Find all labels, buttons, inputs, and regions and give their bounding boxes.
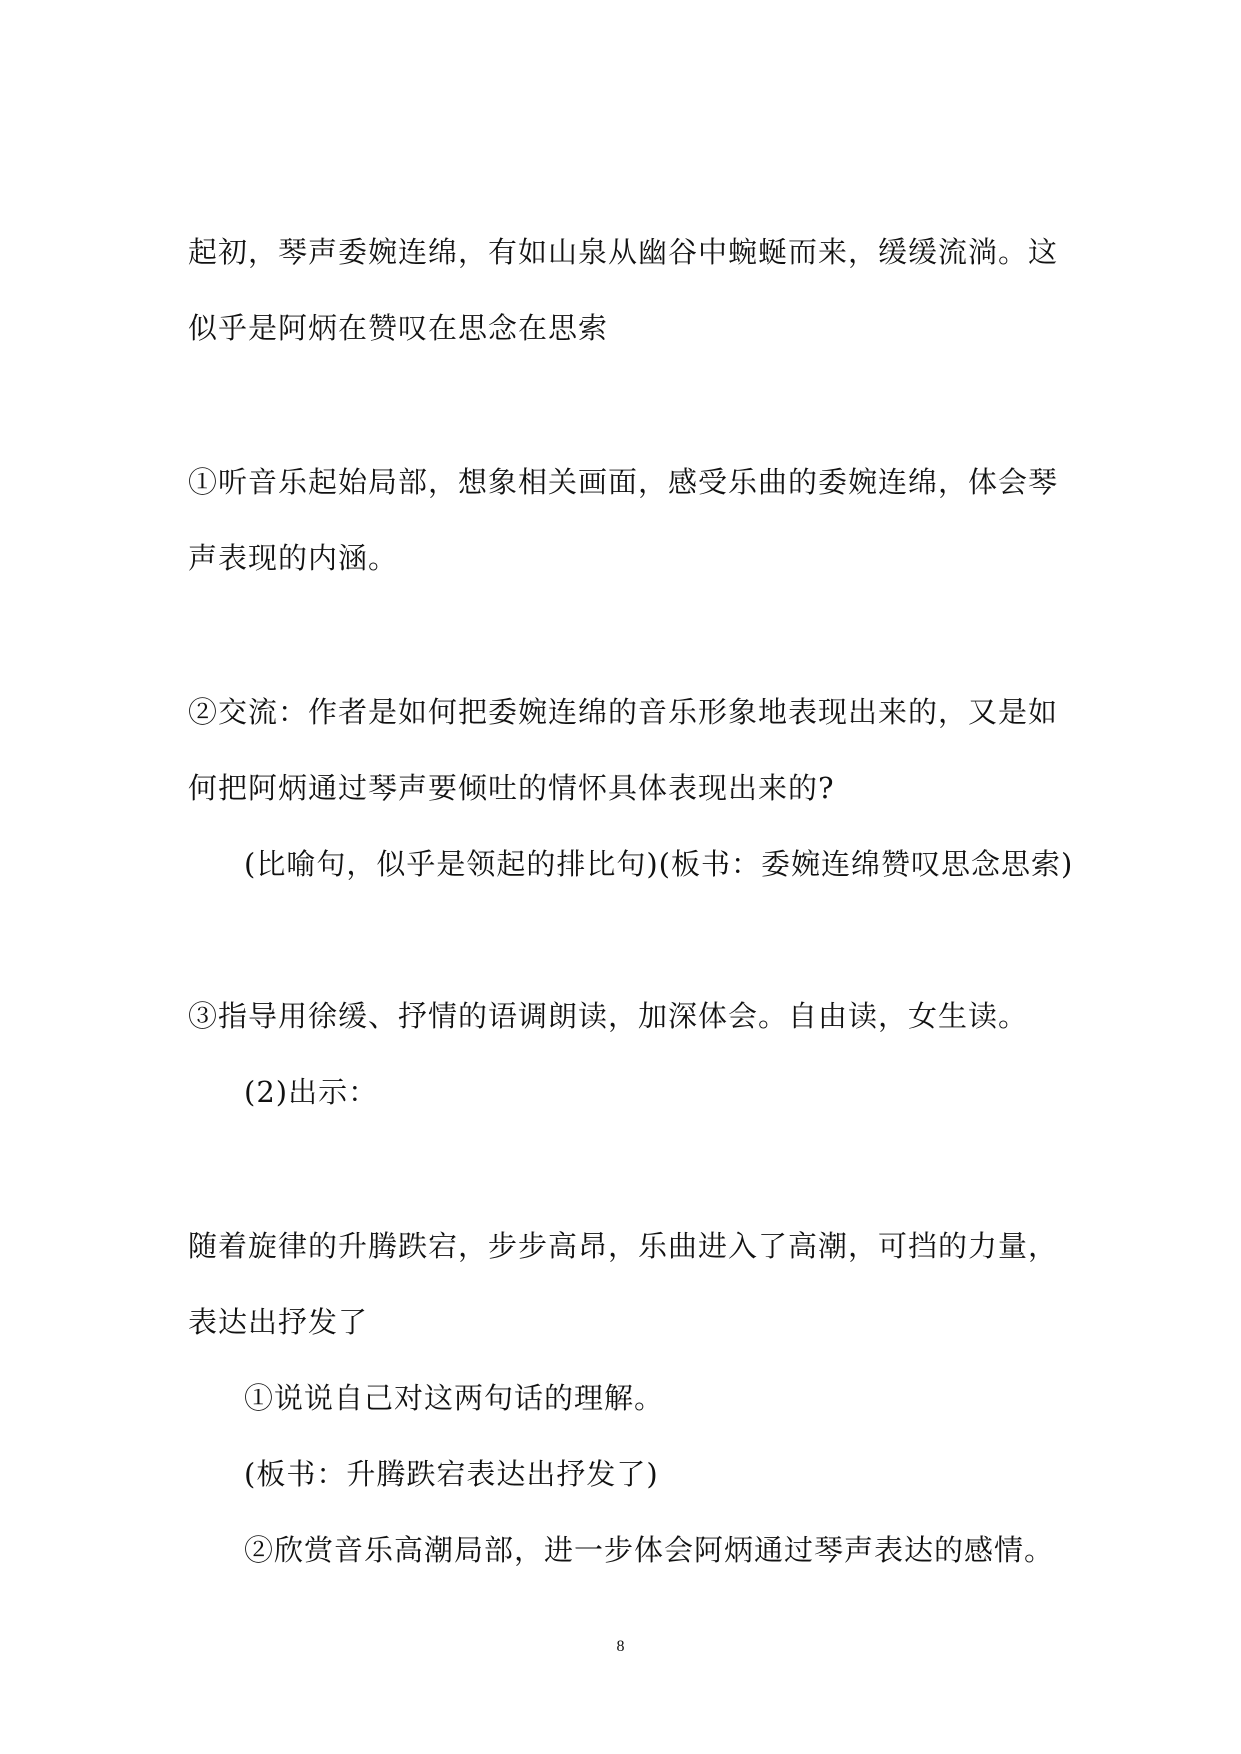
paragraph-line: 起初，琴声委婉连绵，有如山泉从幽谷中蜿蜒而来，缓缓流淌。这: [188, 235, 1059, 269]
paragraph-line: 表达出抒发了: [188, 1305, 369, 1339]
paragraph-line: 似乎是阿炳在赞叹在思念在思索: [188, 311, 609, 345]
page-number: 8: [616, 1638, 625, 1655]
paragraph-line: 声表现的内涵。: [188, 541, 399, 575]
paragraph-line: 随着旋律的升腾跌宕，步步高昂，乐曲进入了高潮，可挡的力量，: [188, 1229, 1059, 1263]
paragraph-line: (2)出示：: [244, 1075, 379, 1109]
paragraph-line: (板书：升腾跌宕表达出抒发了): [244, 1457, 659, 1491]
paragraph-line: ①听音乐起始局部，想象相关画面，感受乐曲的委婉连绵，体会琴: [188, 465, 1059, 499]
paragraph-line: 何把阿炳通过琴声要倾吐的情怀具体表现出来的?: [188, 771, 835, 805]
paragraph-line: ②欣赏音乐高潮局部，进一步体会阿炳通过琴声表达的感情。: [244, 1533, 1055, 1567]
paragraph-line: ③指导用徐缓、抒情的语调朗读，加深体会。自由读，女生读。: [188, 999, 1029, 1033]
paragraph-line: (比喻句，似乎是领起的排比句)(板书：委婉连绵赞叹思念思索): [244, 847, 1074, 881]
paragraph-line: ②交流：作者是如何把委婉连绵的音乐形象地表现出来的，又是如: [188, 695, 1059, 729]
paragraph-line: ①说说自己对这两句话的理解。: [244, 1381, 665, 1415]
